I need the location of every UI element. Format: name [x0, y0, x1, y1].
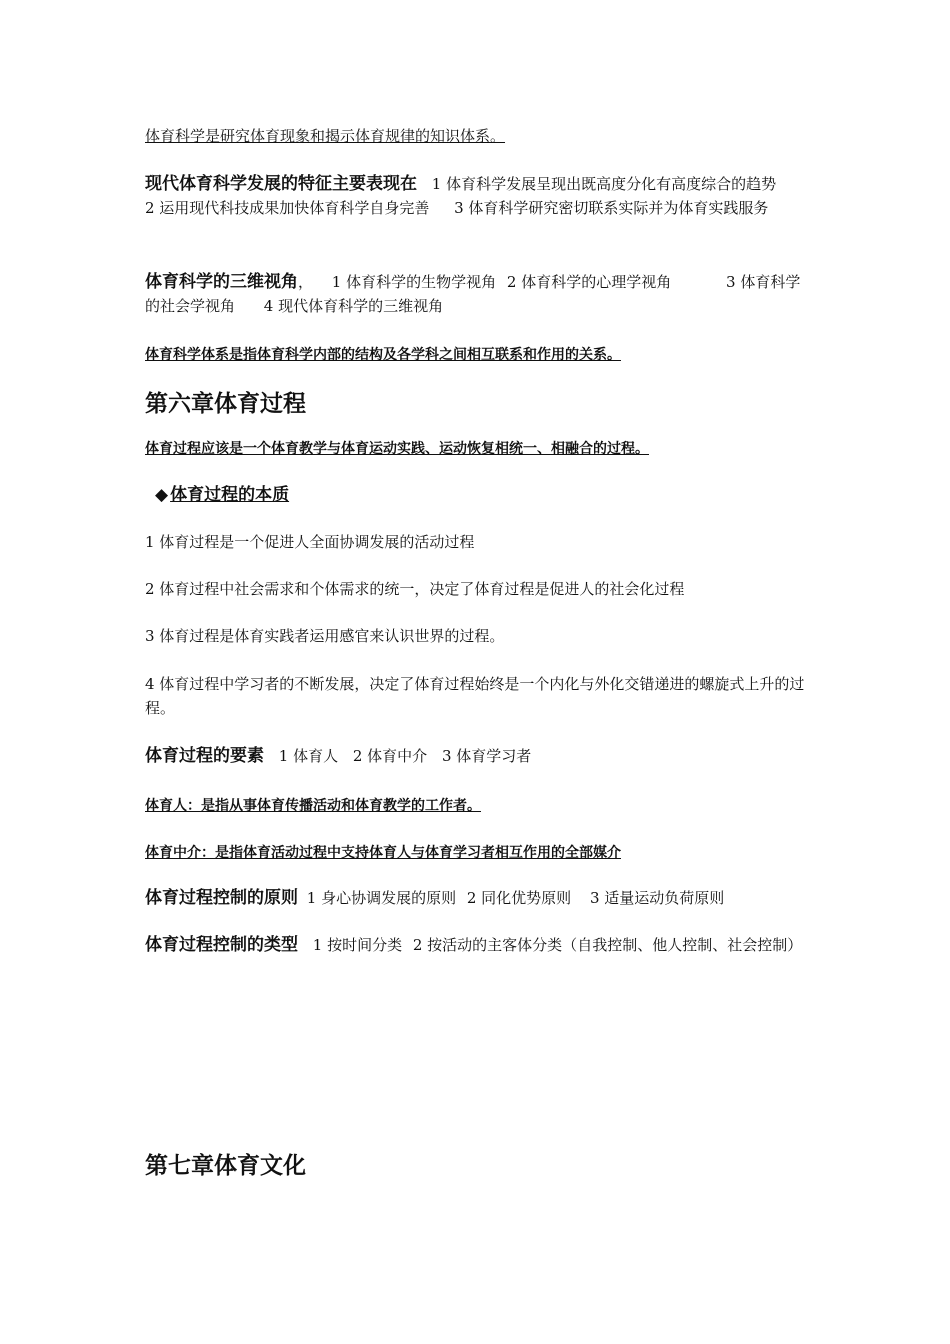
control-type-item: 2 按活动的主客体分类（自我控制、他人控制、社会控制）	[412, 936, 803, 954]
paragraph-control-principles	[145, 886, 810, 910]
definition-sports-process: 体育过程应该是一个体育教学与体育运动实践、运动恢复相统一、相融合的过程。	[145, 441, 649, 457]
term-development-features: 现代体育科学发展的特征主要表现在	[145, 174, 417, 194]
element-item: 3 体育学习者	[441, 747, 532, 765]
diamond-bullet-icon: ◆	[155, 485, 169, 505]
feature-item: 1 体育科学发展呈现出既高度分化有高度综合的趋势	[431, 175, 777, 193]
definition-sports-science: 体育科学是研究体育现象和揭示体育规律的知识体系。	[145, 127, 506, 145]
chapter-six-heading: 第六章体育过程	[145, 391, 306, 417]
definition-sports-person: 体育人：是指从事体育传播活动和体育教学的工作者。	[145, 798, 481, 814]
element-item: 2 体育中介	[352, 747, 428, 765]
term-control-principles: 体育过程控制的原则	[145, 888, 298, 908]
definition-sports-science-system: 体育科学体系是指体育科学内部的结构及各学科之间相互联系和作用的关系。	[145, 347, 621, 363]
term-control-types: 体育过程控制的类型	[145, 935, 298, 955]
section-essence-heading	[145, 483, 820, 507]
definition-sports-medium: 体育中介：是指体育活动过程中支持体育人与体育学习者相互作用的全部媒介	[145, 845, 621, 861]
control-type-item: 1 按时间分类	[312, 936, 403, 954]
perspective-item: 2 体育科学的心理学视角	[506, 273, 672, 291]
principle-item: 2 同化优势原则	[466, 889, 572, 907]
term-three-perspectives: 体育科学的三维视角	[145, 272, 298, 292]
term-process-elements: 体育过程的要素	[145, 746, 264, 766]
definition-system-wrap	[145, 342, 810, 367]
perspective-item: 3 体育科学的社会学视角	[145, 273, 801, 315]
definition-process-wrap	[145, 436, 810, 461]
perspective-item: 1 体育科学的生物学视角	[331, 273, 497, 291]
essence-item: 1 体育过程是一个促进人全面协调发展的活动过程	[145, 533, 475, 551]
chapter-seven-heading: 第七章体育文化	[145, 1153, 306, 1179]
essence-item: 3 体育过程是体育实践者运用感官来认识世界的过程。	[145, 627, 505, 645]
essence-item: 2 体育过程中社会需求和个体需求的统一，决定了体育过程是促进人的社会化过程	[145, 580, 685, 598]
paragraph-development-features	[145, 172, 810, 220]
feature-item: 3 体育科学研究密切联系实际并为体育实践服务	[454, 199, 769, 217]
definition-sports-medium-wrap	[145, 840, 810, 865]
feature-item: 2 运用现代科技成果加快体育科学自身完善	[145, 199, 430, 217]
paragraph-control-types	[145, 933, 810, 957]
perspective-item: 4 现代体育科学的三维视角	[263, 297, 444, 315]
paragraph-process-elements	[145, 744, 810, 768]
essence-item: 4 体育过程中学习者的不断发展，决定了体育过程始终是一个内化与外化交错递进的螺旋式上升的过程。	[145, 675, 805, 717]
definition-sports-person-wrap	[145, 793, 810, 818]
essence-heading-text: 体育过程的本质	[170, 485, 290, 505]
element-item: 1 体育人	[278, 747, 339, 765]
principle-item: 3 适量运动负荷原则	[589, 889, 725, 907]
principle-item: 1 身心协调发展的原则	[306, 889, 457, 907]
paragraph-three-perspectives: 体育科学的三维视角， 1 体育科学的生物学视角 2 体育科学的心理学视角 3 体育科学的社会学视角 4 现代体育科学的三维视角	[145, 272, 801, 315]
